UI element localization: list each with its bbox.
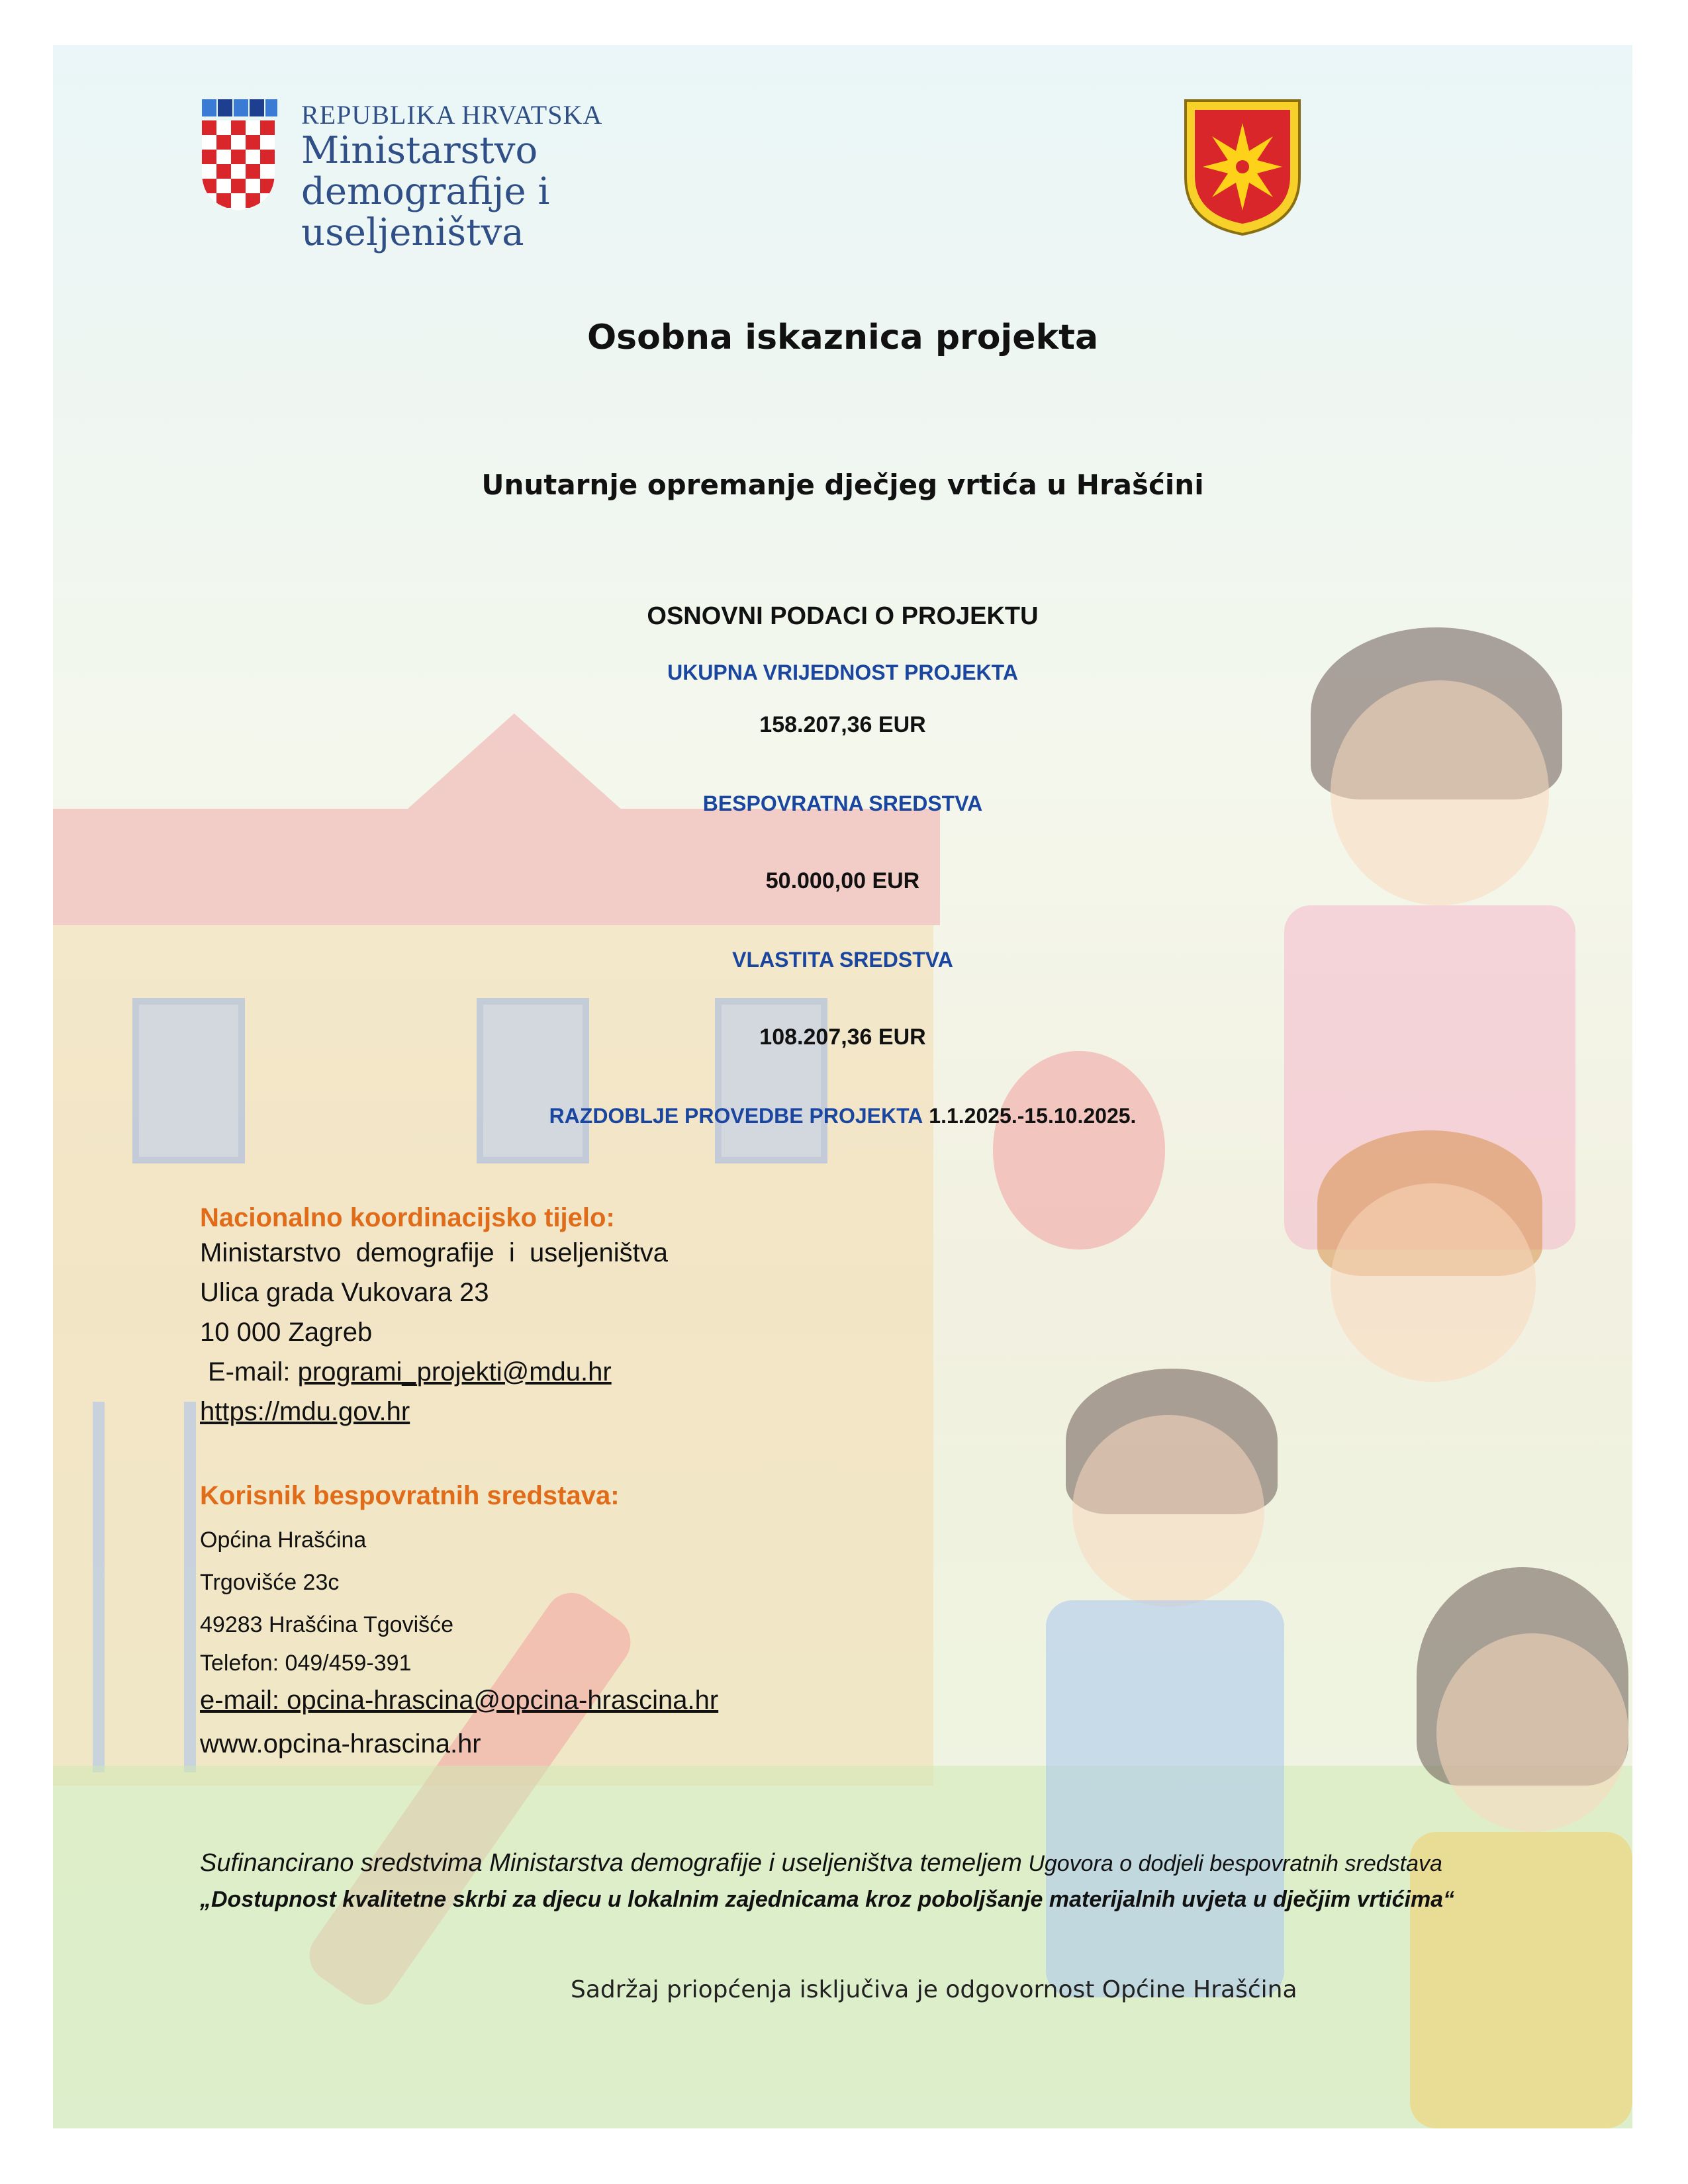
poster <box>53 45 1632 2128</box>
period-label: RAZDOBLJE PROVEDBE PROJEKTA <box>549 1104 923 1128</box>
section-heading: OSNOVNI PODACI O PROJEKTU <box>647 602 1039 630</box>
national-body-heading: Nacionalno koordinacijsko tijelo: <box>200 1203 615 1232</box>
beneficiary-block <box>200 1481 718 1764</box>
ministry-logo <box>199 99 781 254</box>
beneficiary-city: 49283 Hrašćina Tgovišće <box>200 1612 454 1637</box>
window <box>132 998 245 1163</box>
total-value-label: UKUPNA VRIJEDNOST PROJEKTA <box>667 660 1018 684</box>
national-body-street: Ulica grada Vukovara 23 <box>200 1278 489 1307</box>
child-face <box>1331 1183 1536 1382</box>
ministry-name <box>301 99 781 253</box>
ministry-line-2: demografije i useljeništva <box>301 170 550 254</box>
beneficiary-email-link[interactable]: e-mail: opcina-hrascina@opcina-hrascina.hr <box>200 1686 719 1715</box>
child-face <box>1436 1633 1628 1832</box>
document-title: Osobna iskaznica projekta <box>586 318 1099 357</box>
own-funds-value: 108.207,36 EUR <box>759 1024 926 1050</box>
cofinancing-part-2: Ugovora o dodjeli bespovratnih sredstava <box>1028 1851 1442 1876</box>
municipality-coat-of-arms-icon <box>1183 98 1302 237</box>
beneficiary-street: Trgovišće 23c <box>200 1570 340 1595</box>
window <box>477 998 589 1163</box>
beneficiary-website[interactable]: www.opcina-hrascina.hr <box>200 1729 481 1758</box>
email-prefix: E-mail: <box>208 1357 291 1387</box>
beneficiary-heading: Korisnik bespovratnih sredstava: <box>200 1481 620 1510</box>
project-name: Unutarnje opremanje dječjeg vrtića u Hrašćini <box>481 469 1204 501</box>
playground-ladder <box>93 1402 196 1772</box>
national-body-email-row <box>200 1352 668 1392</box>
heart-balloon <box>993 1051 1165 1250</box>
national-body-city: 10 000 Zagreb <box>200 1318 373 1347</box>
disclaimer: Sadržaj priopćenja isključiva je odgovornost Općine Hrašćina <box>571 1976 1297 2003</box>
own-funds-label: VLASTITA SREDSTVA <box>732 948 953 972</box>
window <box>715 998 827 1163</box>
national-body-email-link[interactable]: programi_projekti@mdu.hr <box>297 1357 612 1387</box>
cofinancing-part-1: Sufinancirano sredstvima Ministarstva demografije i useljeništva temeljem <box>200 1849 1022 1877</box>
child-body <box>1046 1600 1284 1997</box>
croatian-coat-of-arms-icon <box>199 99 278 212</box>
cofinancing-statement <box>200 1845 1511 1917</box>
beneficiary-email-row <box>200 1680 718 1720</box>
child-face <box>1072 1415 1264 1607</box>
beneficiary-phone: Telefon: 049/459-391 <box>200 1651 412 1676</box>
ministry-line-1: Ministarstvo <box>301 129 538 172</box>
national-body-name: Ministarstvo demografije i useljeništva <box>200 1238 668 1267</box>
national-body-website-row <box>200 1392 668 1432</box>
grant-value: 50.000,00 EUR <box>765 868 920 893</box>
national-body-website-link[interactable]: https://mdu.gov.hr <box>200 1397 410 1426</box>
grass <box>53 1766 1632 2128</box>
ministry-country: REPUBLIKA HRVATSKA <box>301 100 603 130</box>
national-body-block <box>200 1203 668 1432</box>
beneficiary-name: Općina Hrašćina <box>200 1527 367 1553</box>
grant-label: BESPOVRATNA SREDSTVA <box>702 792 983 815</box>
programme-name: „Dostupnost kvalitetne skrbi za djecu u lokalnim zajednicama kroz poboljšanje materijalnih uvjeta u dječjim vrtićima“ <box>200 1887 1455 1912</box>
total-value: 158.207,36 EUR <box>759 712 926 737</box>
implementation-period <box>53 1104 1632 1128</box>
period-value: 1.1.2025.-15.10.2025. <box>929 1104 1137 1128</box>
